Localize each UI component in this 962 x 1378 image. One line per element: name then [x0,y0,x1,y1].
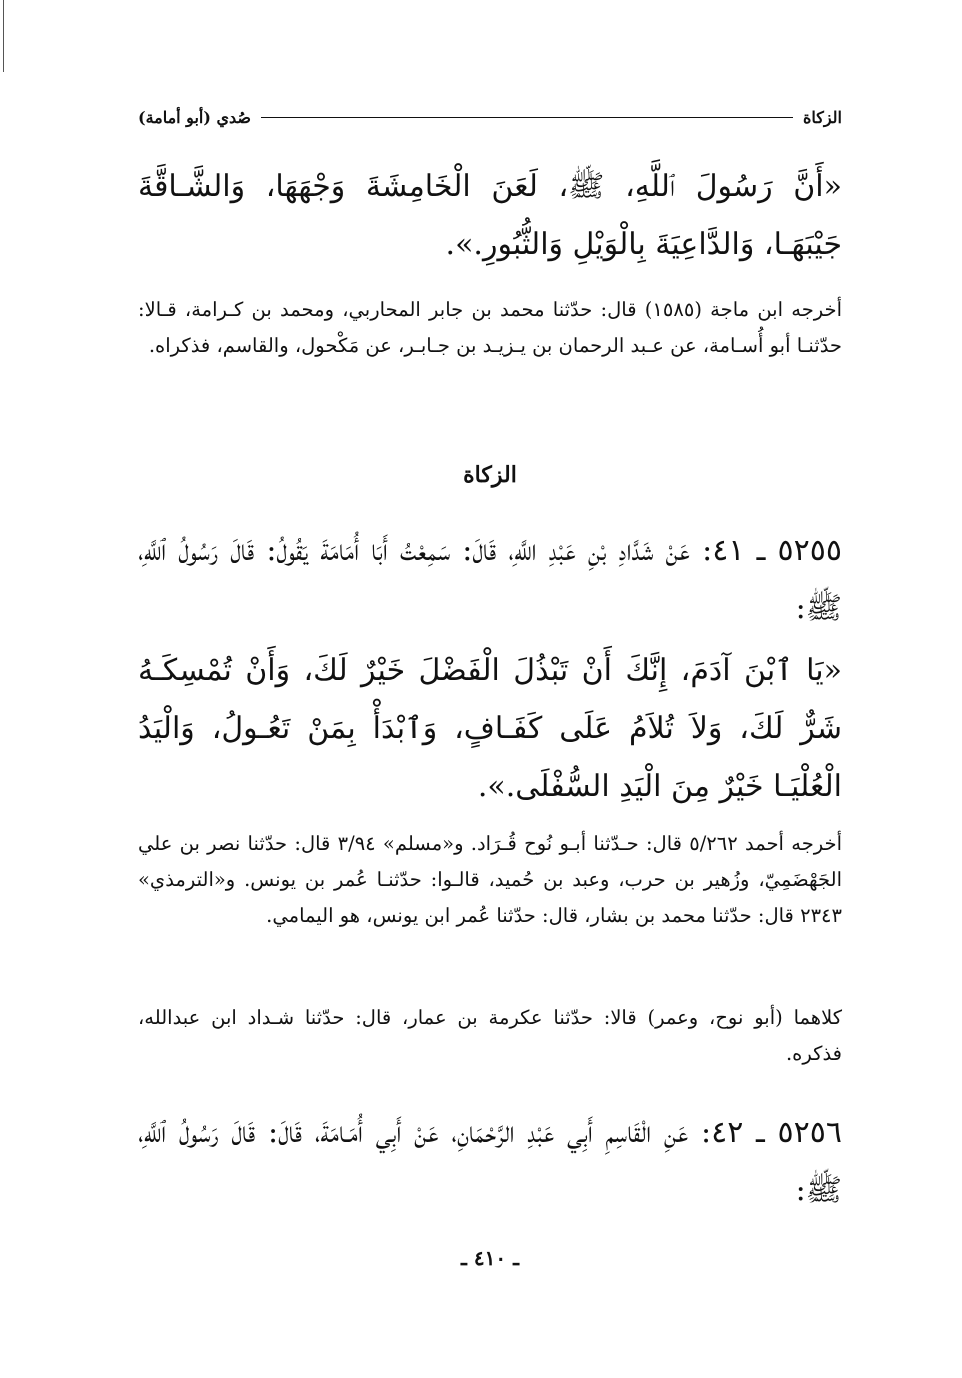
header-narrator-name: صُدي (أبو أمامة) [138,107,251,127]
book-page [138,0,842,1378]
page-number: ـ ٤١٠ ـ [461,1246,519,1270]
hadith-5256-isnad: ٥٢٥٦ ـ ٤٢: عَنِ الْقَاسِمِ أَبِي عَبْدِ الرَّحْمَانِ، عَنْ أَبِي أُمَـامَةَ، قَالَ: قَالَ رَسُولُ ٱللَّهِ، ﷺ: [138,1115,842,1208]
takhrij-5255-sources: أخرجه أحمد ٥/٢٦٢ قال: حـدّثنا أبـو نُوح قُـرَاد. و«مسلم» ٣/٩٤ قال: حدّثنا نصر بن علي الجَهْضَمِيّ، وزُهير بن حرب، وعبد بن حُميد، قالـوا: حدّثنـا عُمر بن يونس. و«الترمذي» ٢٣٤٣ قال: حدّثنا محمد بن بشار، قال: حدّثنا عُمر ابن يونس، هو اليمامي. [138,832,842,927]
scan-edge-line [3,0,4,72]
hadith-5255-isnad: ٥٢٥٥ ـ ٤١: عَنْ شَدَّادِ بْنِ عَبْدِ اللَّهِ، قَالَ: سَمِعْتُ أَبَا أُمَامَةَ يَقُولُ: قَالَ رَسُولُ ٱللَّهِ، ﷺ: [138,533,842,626]
running-header [138,102,842,132]
takhrij-paragraph: أخرجه ابن ماجة (١٥٨٥) قال: حدّثنا محمد بن جابر المحاربي، ومحمد بن كـرامة، قـالا: حدّثنـا أبو أُسـامة، عن عـبد الرحمان بن يـزيـد بن جـابـر، عن مَكْحول، والقاسم، فذكراه. [138,298,842,357]
takhrij-5255-chain: كلاهما (أبو نوح، وعمر) قالا: حدّثنا عكرمة بن عمار، قال: حدّثنا شـداد ابن عبدالله، فذكره. [138,1006,842,1065]
header-rule [261,117,793,118]
header-chapter-title: الزكاة [802,107,842,127]
hadith-text-block: «أَنَّ رَسُولَ ٱللَّهِ، ﷺ، لَعَنَ الْخَامِشَةَ وَجْهَهَا، وَالشَّـاقَّةَ جَيْبَهَـا، وَالدَّاعِيَةَ بِالْوَيْلِ وَالثُّبُورِ.». [138,169,842,262]
section-heading: الزكاة [463,462,517,488]
hadith-5255-matn: «يَا ٱبْنَ آدَمَ، إِنَّكَ أَنْ تَبْذُلَ الْفَضْلَ خَيْرٌ لَكَ، وَأَنْ تُمْسِكَـهُ شَرٌّ لَكَ، وَلاَ تُلاَمُ عَلَى كَفَـافٍ، وَٱبْدَأْ بِمَنْ تَعُـولُ، وَالْيَدُ الْعُلْيَـا خَيْرٌ مِنَ الْيَدِ السُّفْلَى.». [138,653,842,804]
